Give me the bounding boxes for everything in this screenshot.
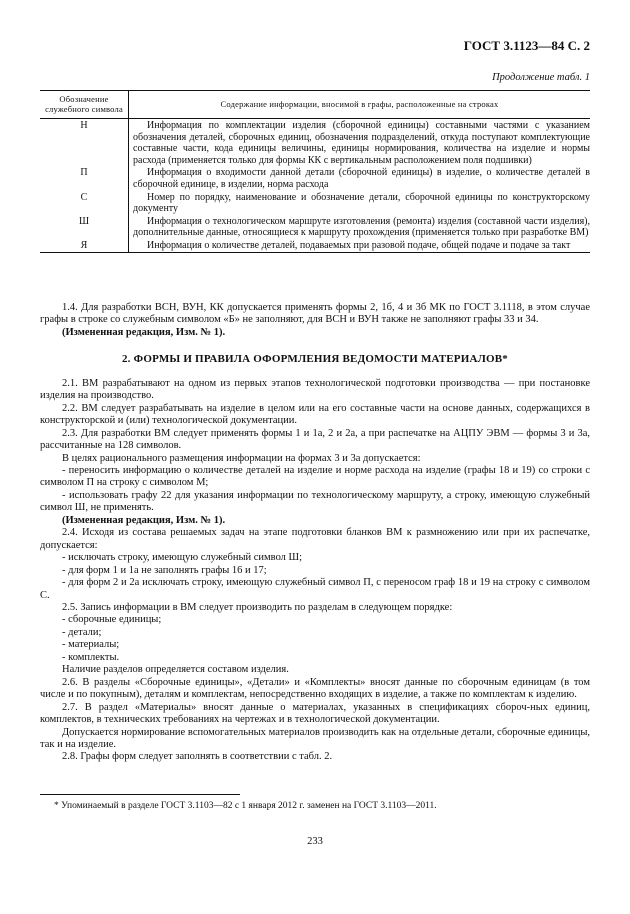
paragraph: 2.1. ВМ разрабатывают на одном из первых этапов технологической подготовки производства — при постановке изделия на производство. xyxy=(40,377,590,402)
symbol-cell: П xyxy=(40,166,129,190)
table-row xyxy=(40,166,590,190)
paragraph: 2.6. В разделы «Сборочные единицы», «Детали» и «Комплекты» вносят данные по сборочным единицам (в том числе и по покупным), деталям и комплектам, непосредственно входящих в изделие, а также по комплектам к изделию. xyxy=(40,676,590,701)
paragraph: Наличие разделов определяется составом изделия. xyxy=(62,664,289,676)
paragraph: 2.7. В раздел «Материалы» вносят данные о материалах, указанных в спецификациях сбороч-ных единиц, комплектов, в технических требованиях на чертежах и в технологической документации. xyxy=(40,701,590,726)
list-item: - исключать строку, имеющую служебный символ Ш; xyxy=(62,552,303,564)
list-item: - комплекты. xyxy=(62,651,120,663)
page-header: ГОСТ 3.1123—84 С. 2 xyxy=(463,38,590,53)
table-row xyxy=(40,239,590,252)
content-cell: Информация о количестве деталей, подаваемых при разовой подаче, общей подаче и подаче за такт xyxy=(129,239,591,252)
header-symbol: Обозначение служебного символа xyxy=(40,91,129,119)
paragraph: 1.4. Для разработки ВСН, ВУН, КК допускается применять формы 2, 1б, 4 и 3б МК по ГОСТ 3.1118, в этом случае графы в строке со служебным символом «Б» не заполняют, для ВСН и ВУН также не заполняют графы 33 и 34. xyxy=(40,302,590,326)
content-cell: Информация о входимости данной детали (сборочной единицы) в изделие, о количестве деталей в сборочной единице, в изделии, норма расхода xyxy=(133,167,590,190)
body-text xyxy=(40,302,590,764)
amendment-note: (Измененная редакция, Изм. № 1). xyxy=(62,326,226,338)
symbol-cell: Н xyxy=(40,119,129,167)
list-item: - использовать графу 22 для указания информации по технологическому маршруту, а строку, имеющую служебный символ Ш, не применять. xyxy=(40,489,590,514)
symbol-table xyxy=(40,90,590,253)
paragraph: Допускается нормирование вспомогательных материалов производить как на отдельные детали, сборочные единицы, так и на изделие. xyxy=(40,726,590,750)
paragraph: 2.2. ВМ следует разрабатывать на изделие в целом или на его составные части на основе данных, содержащихся в конструкторской и (или) технологической документации. xyxy=(40,402,590,427)
symbol-cell: Ш xyxy=(40,215,129,239)
table-row xyxy=(40,191,590,215)
content-cell: Номер по порядку, наименование и обозначение детали, сборочной единицы по конструкторскому документу xyxy=(133,191,590,215)
footnote-divider xyxy=(40,794,240,795)
header-content: Содержание информации, вносимой в графы, расположенные на строках xyxy=(129,91,591,119)
paragraph: В целях рационального размещения информации на формах 3 и 3а допускается: xyxy=(62,452,421,464)
list-item: - сборочные единицы; xyxy=(62,614,162,626)
symbol-cell: Я xyxy=(40,239,129,252)
content-cell: Информация по комплектации изделия (сборочной единицы) составными частями с указанием обозначения деталей, сборочных единиц, обозначения подразделений, откуда поступают комплектующие составные части, кода единицы величины, единицы нормирования, количества на изделие и нормы расхода (применяется только для формы КК с вертикальным расположением поля подшивки) xyxy=(133,120,590,166)
table-continuation-label: Продолжение табл. 1 xyxy=(492,72,590,83)
page-number: 233 xyxy=(307,836,323,847)
list-item: - переносить информацию о количестве деталей на изделие и норме расхода на изделие (графы 18 и 19) со строки с символом П на строку с символом М; xyxy=(40,464,590,489)
list-item: - для форм 2 и 2а исключать строку, имеющую служебный символ П, с переносом граф 18 и 19 на строку с символом С. xyxy=(40,577,590,601)
section-heading: 2. ФОРМЫ И ПРАВИЛА ОФОРМЛЕНИЯ ВЕДОМОСТИ МАТЕРИАЛОВ* xyxy=(121,353,509,366)
list-item: - для форм 1 и 1а не заполнять графы 16 и 17; xyxy=(62,564,267,576)
paragraph: 2.4. Исходя из состава решаемых задач на этапе подготовки бланков ВМ к размножению или при их распечатке, допускается: xyxy=(40,527,590,551)
table-header-row xyxy=(40,91,590,119)
symbol-cell: С xyxy=(40,191,129,215)
table-row xyxy=(40,119,590,167)
paragraph: 2.8. Графы форм следует заполнять в соответствии с табл. 2. xyxy=(62,751,333,763)
list-item: - материалы; xyxy=(62,639,120,651)
list-item: - детали; xyxy=(62,626,102,638)
amendment-note: (Измененная редакция, Изм. № 1). xyxy=(62,514,226,526)
content-cell: Информация о технологическом маршруте изготовления (ремонта) изделия (составной части изделия), дополнительные данные, относящиеся к маршруту прохождения (применяется только при разработке ВМ) xyxy=(133,215,590,239)
table-row xyxy=(40,215,590,239)
footnote: * Упоминаемый в разделе ГОСТ 3.1103—82 с 1 января 2012 г. заменен на ГОСТ 3.1103—2011. xyxy=(54,801,437,811)
paragraph: 2.3. Для разработки ВМ следует применять формы 1 и 1а, 2 и 2а, а при распечатке на АЦПУ ЭВМ — формы 3 и 3а, рассчитанные на 128 символов. xyxy=(40,427,590,452)
paragraph: 2.5. Запись информации в ВМ следует производить по разделам в следующем порядке: xyxy=(62,601,453,613)
